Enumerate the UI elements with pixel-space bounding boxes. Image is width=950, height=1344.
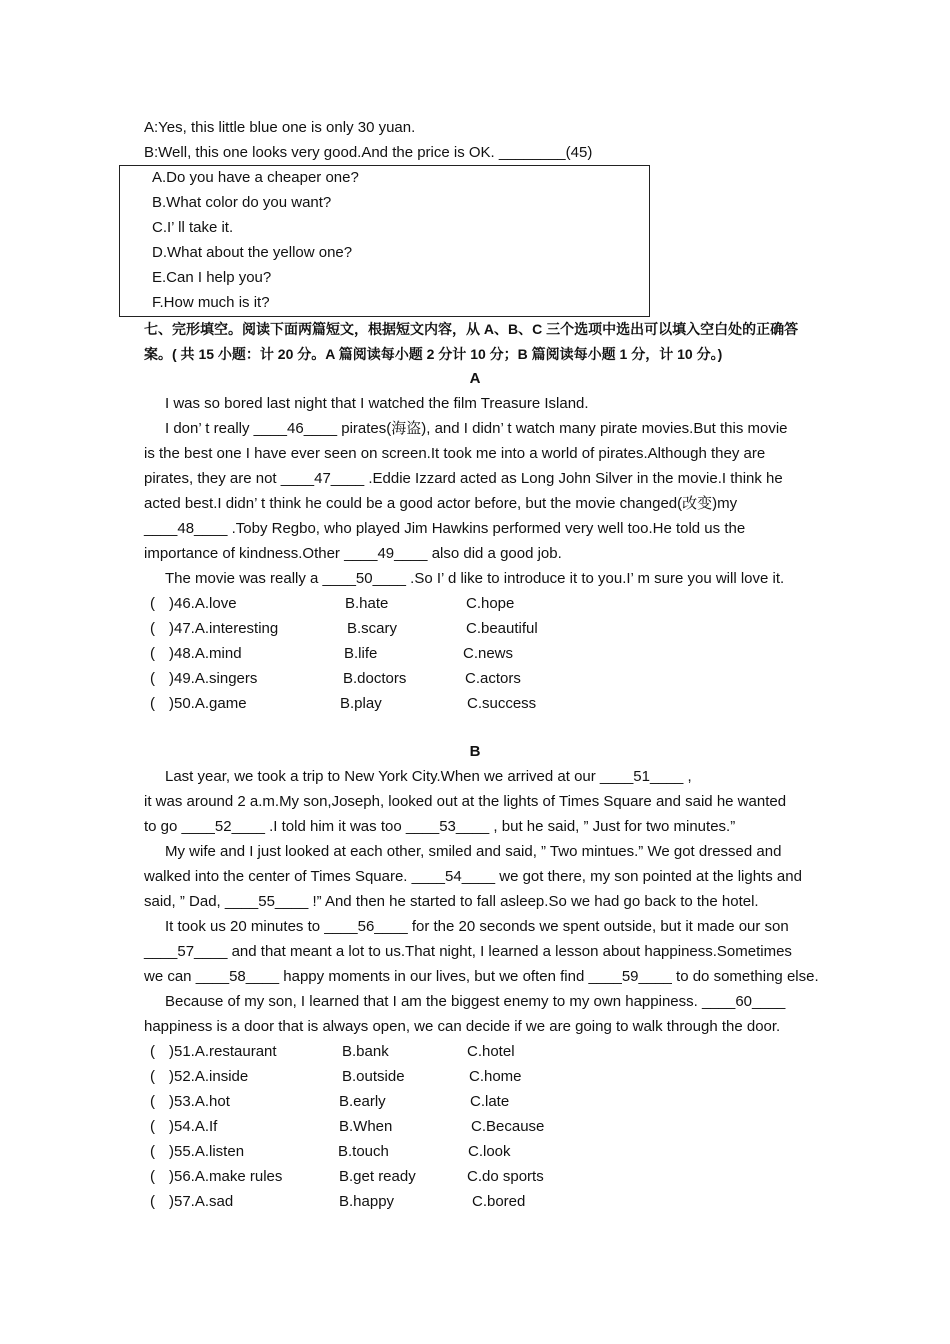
question-paren: ( xyxy=(150,620,155,637)
passage-b-heading: B xyxy=(469,743,481,760)
passage-b-line: walked into the center of Times Square. ____54____ we got there, my son pointed at the lights and xyxy=(144,868,802,885)
option-b: B.hate xyxy=(345,595,389,612)
option-b: B.get ready xyxy=(339,1168,416,1185)
section-header: 七、完形填空。阅读下面两篇短文，根据短文内容，从 A、B、C 三个选项中选出可以填入空白处的正确答 xyxy=(144,321,799,337)
question-paren: ( xyxy=(150,1193,155,1210)
option-a: )52.A.inside xyxy=(169,1068,249,1085)
passage-b-line: to go ____52____ .I told him it was too ____53____ , but he said, ” Just for two minutes.” xyxy=(144,818,736,835)
option-item: A.Do you have a cheaper one? xyxy=(152,169,359,186)
passage-b-line: it was around 2 a.m.My son,Joseph, looked out at the lights of Times Square and said he wanted xyxy=(144,793,787,810)
passage-b-line: we can ____58____ happy moments in our lives, but we often find ____59____ to do something else. xyxy=(144,968,819,985)
question-paren: ( xyxy=(150,645,155,662)
passage-a-line: importance of kindness.Other ____49____ also did a good job. xyxy=(144,545,562,562)
option-b: B.doctors xyxy=(343,670,407,687)
option-b: B.bank xyxy=(342,1043,389,1060)
passage-b-line: Because of my son, I learned that I am the biggest enemy to my own happiness. ____60____ xyxy=(165,993,786,1010)
option-c: C.hope xyxy=(466,595,515,612)
option-c: C.Because xyxy=(471,1118,545,1135)
option-c: C.home xyxy=(469,1068,522,1085)
question-paren: ( xyxy=(150,1093,155,1110)
passage-a-line: pirates, they are not ____47____ .Eddie Izzard acted as Long John Silver in the movie.I think he xyxy=(144,470,783,487)
option-c: C.actors xyxy=(465,670,521,687)
option-a: )57.A.sad xyxy=(169,1193,234,1210)
option-b: B.When xyxy=(339,1118,393,1135)
passage-a-line: I don’ t really ____46____ pirates(海盗), and I didn’ t watch many pirate movies.But this movie xyxy=(165,420,788,437)
option-a: )47.A.interesting xyxy=(169,620,279,637)
passage-a-line: ____48____ .Toby Regbo, who played Jim Hawkins performed very well too.He told us the xyxy=(144,520,746,537)
option-b: B.happy xyxy=(339,1193,395,1210)
question-paren: ( xyxy=(150,670,155,687)
option-item: B.What color do you want? xyxy=(152,194,332,211)
option-c: C.bored xyxy=(472,1193,526,1210)
option-c: C.success xyxy=(467,695,537,712)
option-c: C.do sports xyxy=(467,1168,544,1185)
passage-b-line: It took us 20 minutes to ____56____ for the 20 seconds we spent outside, but it made our son xyxy=(165,918,789,935)
dialogue-line: A:Yes, this little blue one is only 30 yuan. xyxy=(144,119,416,136)
passage-b-line: ____57____ and that meant a lot to us.That night, I learned a lesson about happiness.Sometimes xyxy=(144,943,792,960)
option-a: )46.A.love xyxy=(169,595,237,612)
question-paren: ( xyxy=(150,1043,155,1060)
section-header: 案。( 共 15 小题：计 20 分。A 篇阅读每小题 2 分计 10 分；B 篇阅读每小题 1 分，计 10 分。) xyxy=(144,346,723,362)
option-a: )48.A.mind xyxy=(169,645,242,662)
passage-a-line: acted best.I didn’ t think he could be a good actor before, but the movie changed(改变)my xyxy=(144,495,738,512)
option-item: F.How much is it? xyxy=(152,294,270,311)
passage-b-line: said, ” Dad, ____55____ !” And then he started to fall asleep.So we had go back to the hotel. xyxy=(144,893,759,910)
question-paren: ( xyxy=(150,695,155,712)
option-a: )53.A.hot xyxy=(169,1093,230,1110)
option-item: E.Can I help you? xyxy=(152,269,272,286)
option-a: )50.A.game xyxy=(169,695,247,712)
question-paren: ( xyxy=(150,595,155,612)
passage-b-line: happiness is a door that is always open, we can decide if we are going to walk through the door. xyxy=(144,1018,781,1035)
question-paren: ( xyxy=(150,1168,155,1185)
option-b: B.touch xyxy=(338,1143,389,1160)
question-paren: ( xyxy=(150,1118,155,1135)
option-a: )49.A.singers xyxy=(169,670,258,687)
option-c: C.hotel xyxy=(467,1043,515,1060)
option-b: B.play xyxy=(340,695,382,712)
passage-b-line: Last year, we took a trip to New York City.When we arrived at our ____51____ , xyxy=(165,768,692,785)
passage-a-line: The movie was really a ____50____ .So I’ d like to introduce it to you.I’ m sure you will love it. xyxy=(165,570,785,587)
option-item: D.What about the yellow one? xyxy=(152,244,353,261)
option-a: )55.A.listen xyxy=(169,1143,245,1160)
option-b: B.early xyxy=(339,1093,386,1110)
option-b: B.outside xyxy=(342,1068,405,1085)
question-paren: ( xyxy=(150,1068,155,1085)
passage-b-line: My wife and I just looked at each other, smiled and said, ” Two mintues.” We got dressed and xyxy=(165,843,782,860)
question-paren: ( xyxy=(150,1143,155,1160)
option-c: C.beautiful xyxy=(466,620,538,637)
passage-a-line: I was so bored last night that I watched the film Treasure Island. xyxy=(165,395,589,412)
passage-a-heading: A xyxy=(469,370,481,387)
option-a: )56.A.make rules xyxy=(169,1168,283,1185)
option-c: C.late xyxy=(470,1093,510,1110)
option-c: C.news xyxy=(463,645,514,662)
option-a: )54.A.If xyxy=(169,1118,218,1135)
option-b: B.scary xyxy=(347,620,398,637)
passage-a-line: is the best one I have ever seen on screen.It took me into a world of pirates.Although they are xyxy=(144,445,766,462)
option-item: C.I’ ll take it. xyxy=(152,219,234,236)
option-c: C.look xyxy=(468,1143,511,1160)
dialogue-line: B:Well, this one looks very good.And the price is OK. ________(45) xyxy=(144,144,593,161)
option-a: )51.A.restaurant xyxy=(169,1043,277,1060)
option-b: B.life xyxy=(344,645,378,662)
